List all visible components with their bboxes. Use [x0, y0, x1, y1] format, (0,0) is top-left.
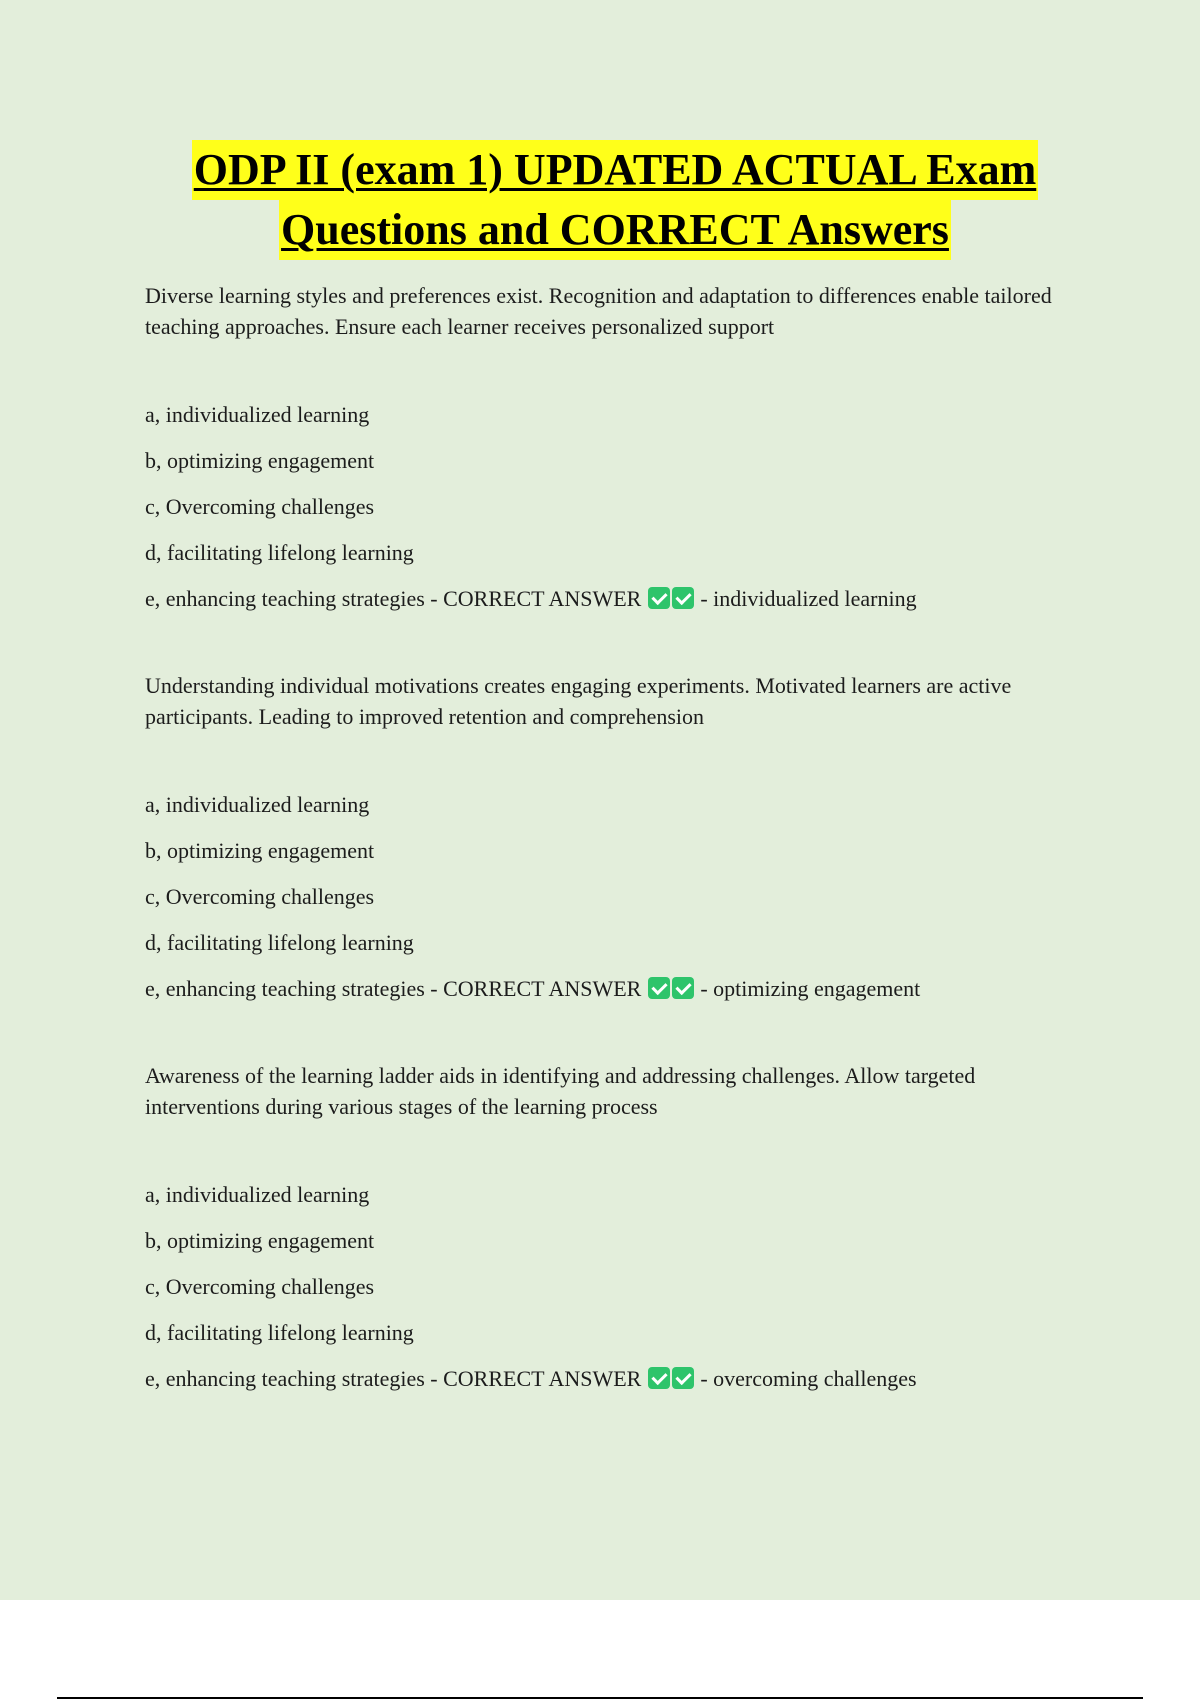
option-d: d, facilitating lifelong learning: [145, 1320, 414, 1345]
option-c: c, Overcoming challenges: [145, 884, 375, 909]
document-title: [110, 140, 1120, 260]
question-text: Diverse learning styles and preferences exist. Recognition and adaptation to differences enable tailored teaching approaches. Ensure each learner receives personalized support: [145, 283, 1052, 339]
question-block-1: [145, 280, 1090, 614]
option-b: b, optimizing engagement: [145, 838, 375, 863]
question-text: Understanding individual motivations creates engaging experiments. Motivated learners are active participants. Leading to improved retention and comprehension: [145, 673, 1012, 729]
option-e-label: e, enhancing teaching strategies - CORRECT ANSWER: [145, 1366, 642, 1391]
footer-divider: [57, 1697, 1143, 1699]
question-block-2: [145, 670, 1090, 1004]
correct-answer: - overcoming challenges: [700, 1366, 917, 1391]
option-e-label: e, enhancing teaching strategies - CORRECT ANSWER: [145, 976, 642, 1001]
option-list: [145, 790, 1090, 1004]
check-mark-icon: [672, 587, 694, 609]
check-mark-icon: [648, 1367, 670, 1389]
question-block-3: [145, 1060, 1090, 1394]
question-list: [145, 280, 1090, 1394]
check-mark-icon: [648, 977, 670, 999]
option-e-with-answer: [145, 1364, 1090, 1394]
check-mark-icon: [672, 1367, 694, 1389]
option-d: d, facilitating lifelong learning: [145, 930, 414, 955]
option-a: a, individualized learning: [145, 1182, 370, 1207]
option-a: a, individualized learning: [145, 792, 370, 817]
option-list: [145, 400, 1090, 614]
option-e-with-answer: [145, 974, 1090, 1004]
question-text: Awareness of the learning ladder aids in identifying and addressing challenges. Allow targeted interventions during various stages of the learning process: [145, 1063, 976, 1119]
option-b: b, optimizing engagement: [145, 1228, 375, 1253]
option-e-with-answer: [145, 584, 1090, 614]
option-a: a, individualized learning: [145, 402, 370, 427]
option-c: c, Overcoming challenges: [145, 1274, 375, 1299]
option-c: c, Overcoming challenges: [145, 494, 375, 519]
correct-answer: - optimizing engagement: [700, 976, 921, 1001]
title-line-1: ODP II (exam 1) UPDATED ACTUAL Exam: [192, 140, 1039, 200]
option-list: [145, 1180, 1090, 1394]
check-mark-icon: [648, 587, 670, 609]
check-mark-icon: [672, 977, 694, 999]
title-line-2: Questions and CORRECT Answers: [279, 200, 951, 260]
option-b: b, optimizing engagement: [145, 448, 375, 473]
option-d: d, facilitating lifelong learning: [145, 540, 414, 565]
option-e-label: e, enhancing teaching strategies - CORRECT ANSWER: [145, 586, 642, 611]
correct-answer: - individualized learning: [700, 586, 917, 611]
